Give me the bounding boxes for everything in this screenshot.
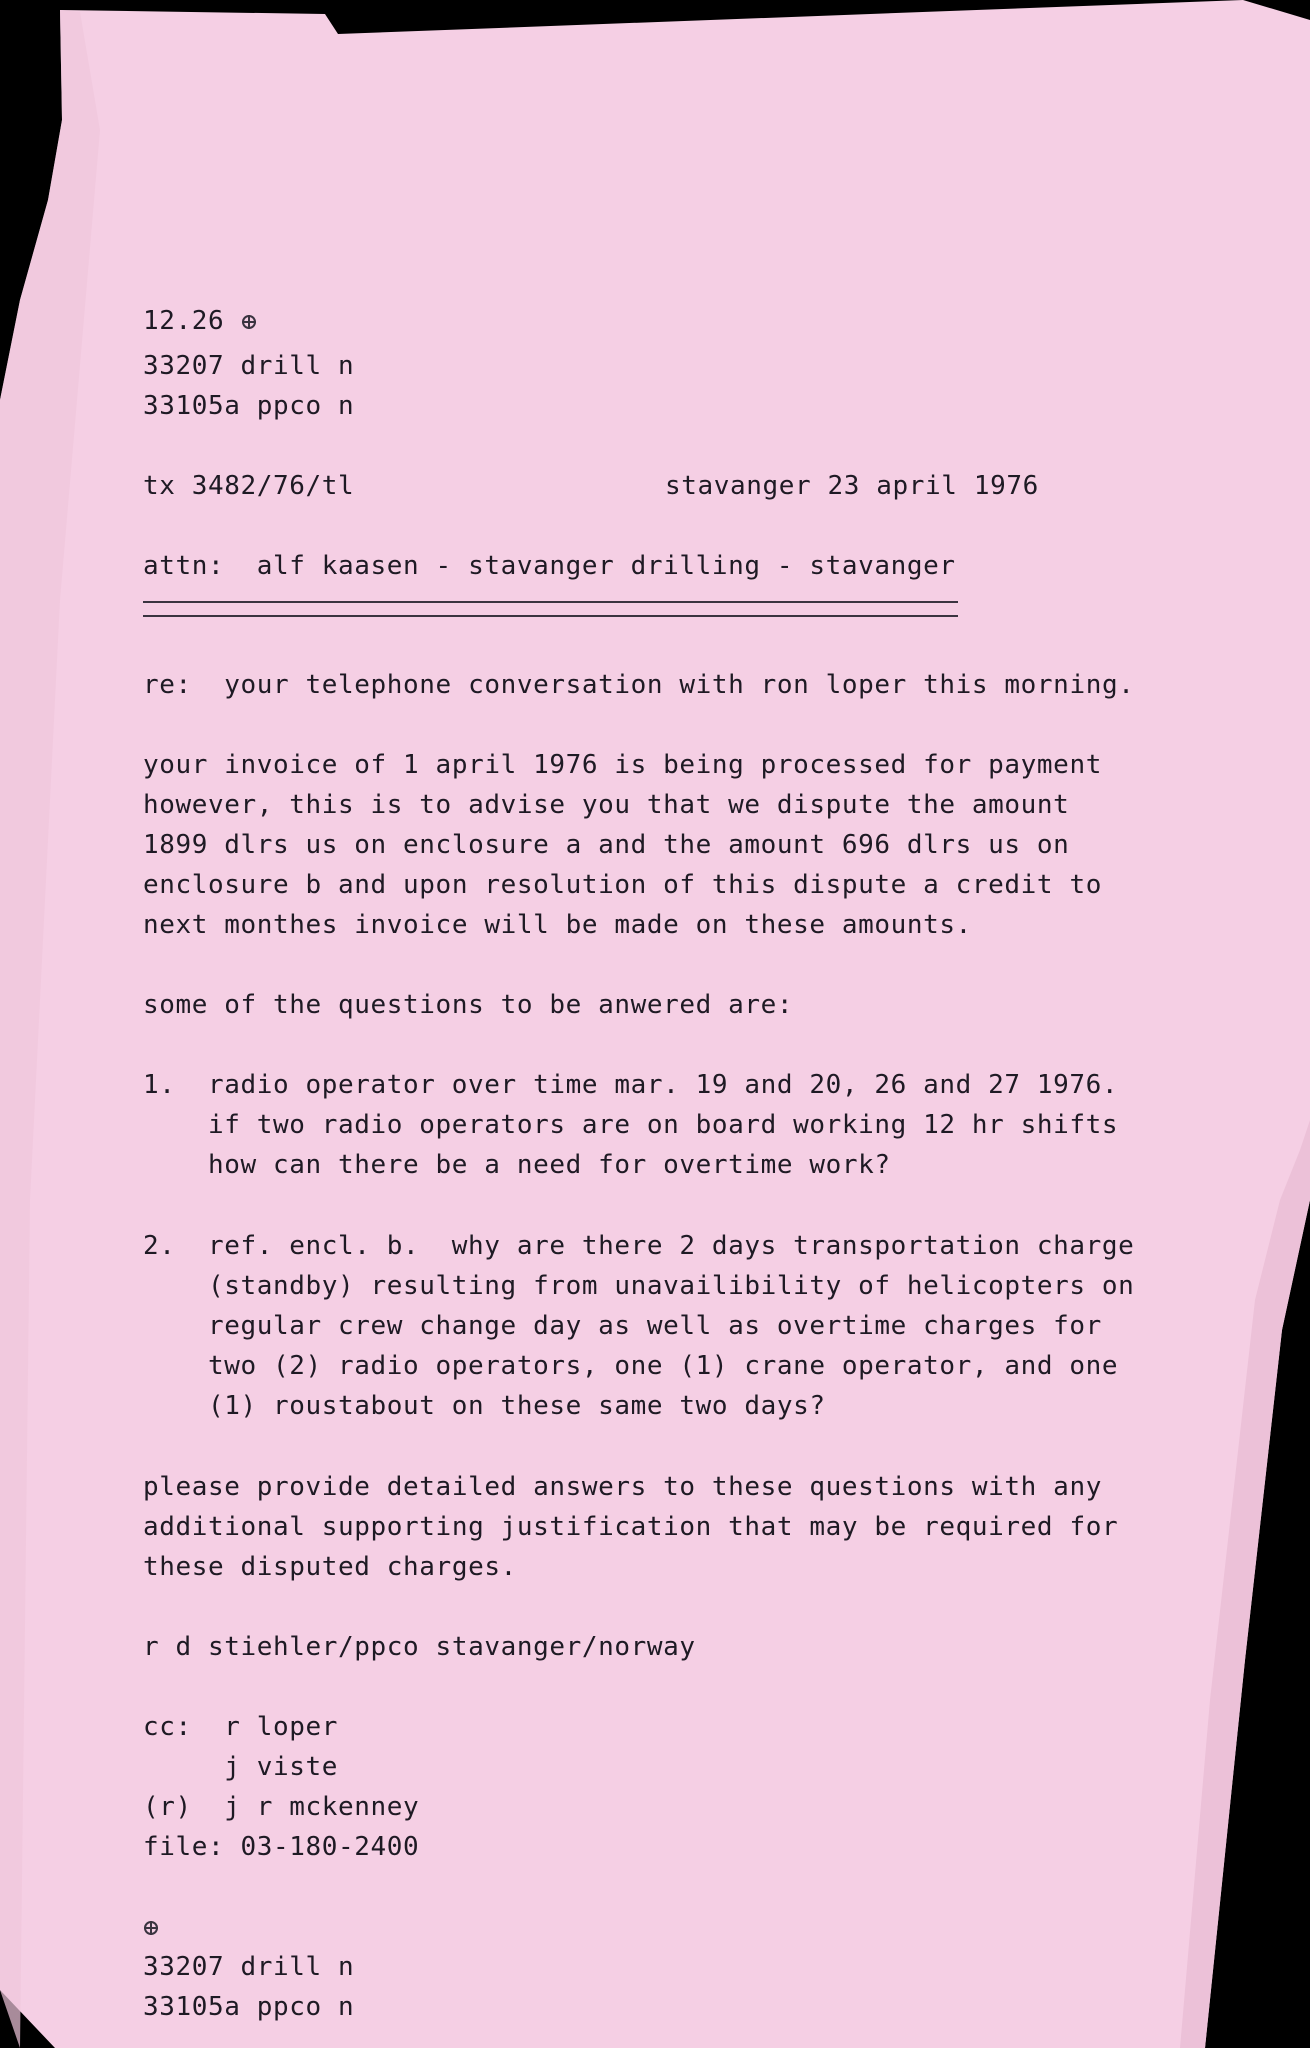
question-2-number: 2. [143,1231,176,1261]
closing-line: additional supporting justification that may be required for [143,1512,1119,1542]
header-time-line [143,306,257,336]
place-date: stavanger 23 april 1976 [665,471,1039,501]
file-line: file: 03-180-2400 [143,1832,420,1862]
closing-line: these disputed charges. [143,1552,517,1582]
reference-number: tx 3482/76/tl [143,471,355,501]
question-1-line: radio operator over time mar. 19 and 20, 26 and 27 1976. [208,1070,1119,1100]
body-line: however, this is to advise you that we dispute the amount [143,790,1070,820]
question-1-line: if two radio operators are on board working 12 hr shifts [208,1110,1119,1140]
cc-line: cc: r loper [143,1712,339,1742]
closing-line: please provide detailed answers to these questions with any [143,1472,1102,1502]
cc-line: (r) j r mckenney [143,1792,420,1822]
body-line: your invoice of 1 april 1976 is being processed for payment [143,750,1102,780]
header-time: 12.26 [143,306,225,336]
question-2-line: regular crew change day as well as overtime charges for [208,1311,1102,1341]
body-line: 1899 dlrs us on enclosure a and the amount 696 dlrs us on [143,830,1070,860]
telex-mark-icon [143,1920,159,1936]
subject-line: re: your telephone conversation with ron loper this morning. [143,670,1135,700]
double-rule-divider [143,601,958,617]
body-line: next monthes invoice will be made on these amounts. [143,910,972,940]
question-2-line: (1) roustabout on these same two days? [208,1391,826,1421]
footer-line-1: 33207 drill n [143,1952,355,1982]
footer-line-2: 33105a ppco n [143,1992,355,2022]
header-line-1: 33207 drill n [143,351,355,381]
question-2-line: (standby) resulting from unavailibility of helicopters on [208,1271,1135,1301]
cc-line: j viste [143,1752,339,1782]
questions-intro: some of the questions to be anwered are: [143,990,794,1020]
signature-line: r d stiehler/ppco stavanger/norway [143,1632,696,1662]
attention-line: attn: alf kaasen - stavanger drilling - stavanger [143,551,956,581]
question-2-line: ref. encl. b. why are there 2 days transportation charge [208,1231,1135,1261]
question-2-line: two (2) radio operators, one (1) crane operator, and one [208,1351,1119,1381]
footer-mark-line [143,1912,159,1942]
telex-mark-icon [241,314,257,330]
question-1-line: how can there be a need for overtime work? [208,1150,891,1180]
body-line: enclosure b and upon resolution of this dispute a credit to [143,870,1102,900]
question-1-number: 1. [143,1070,176,1100]
header-line-2: 33105a ppco n [143,391,355,421]
